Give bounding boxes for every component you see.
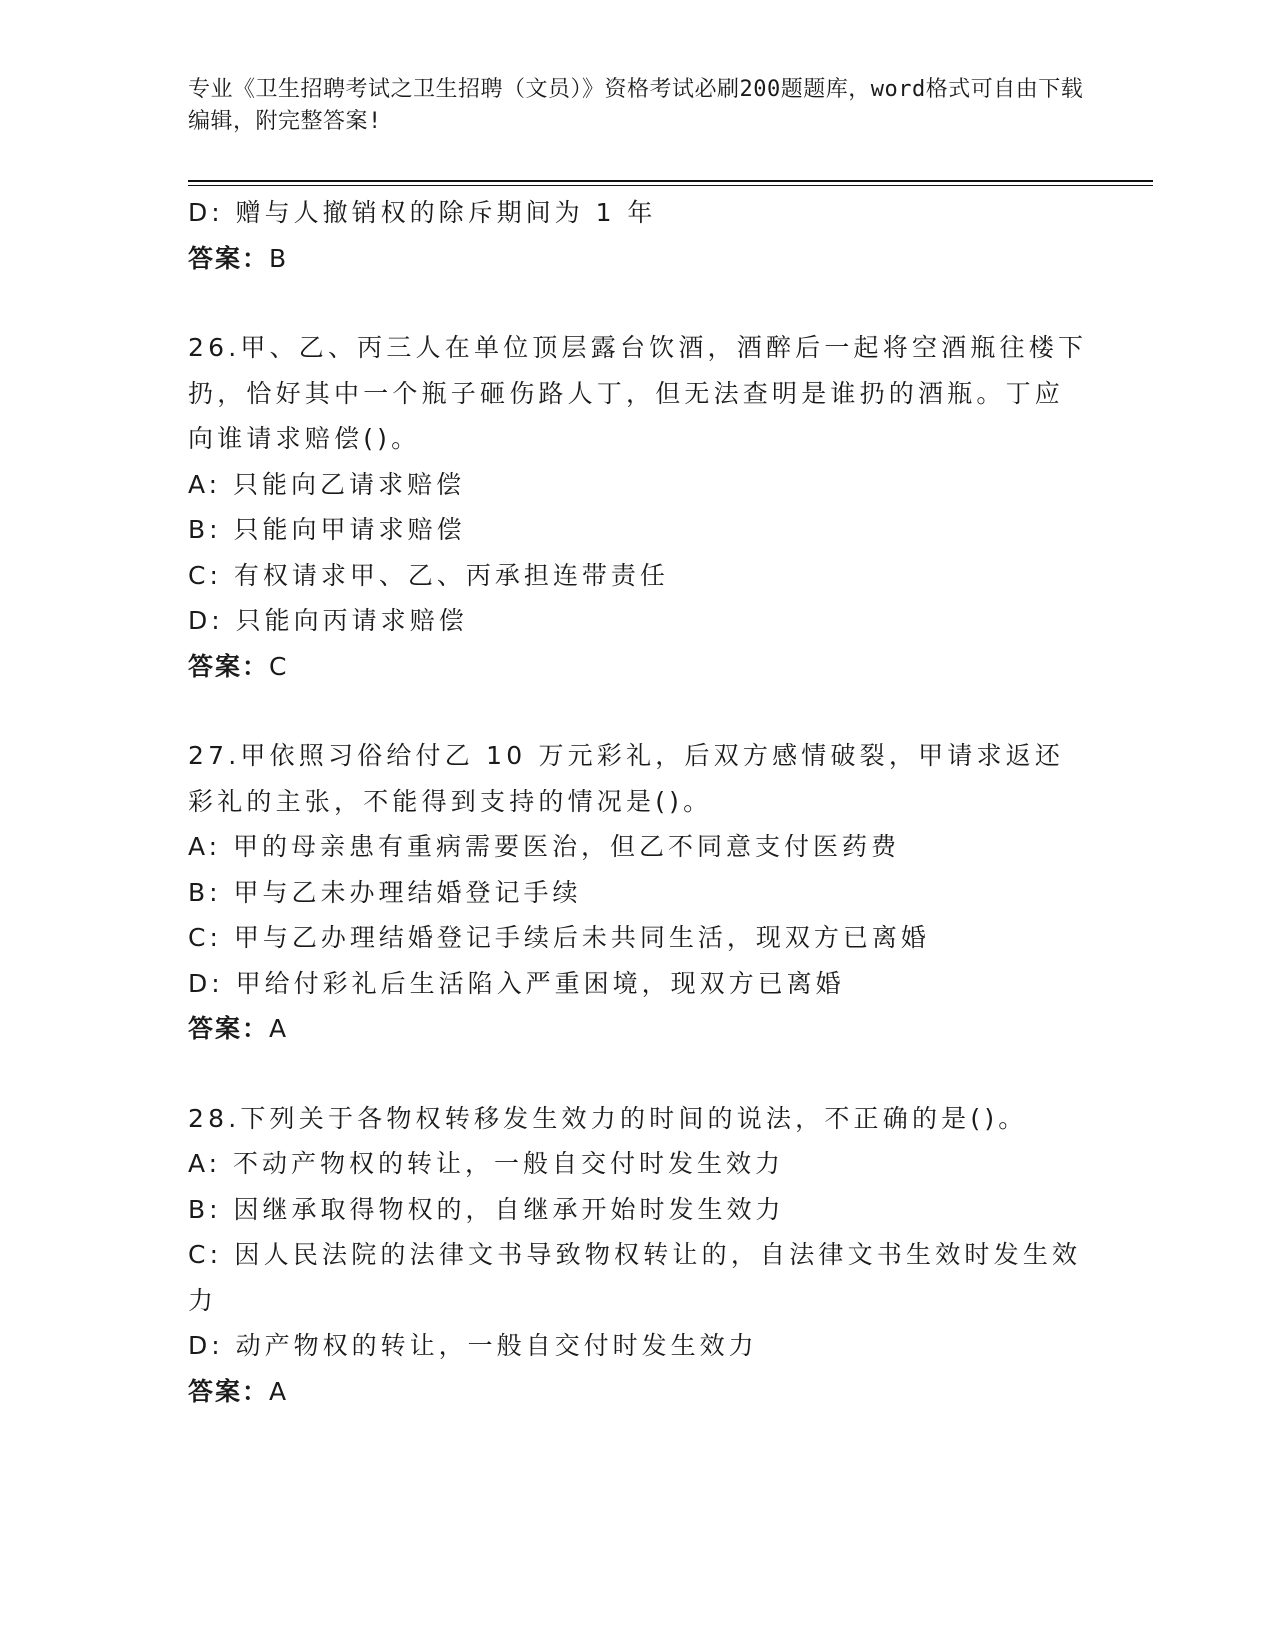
- answer-value: B: [269, 243, 289, 273]
- answer-label: 答案：: [188, 243, 270, 273]
- option-d: D: 甲给付彩礼后生活陷入严重困境，现双方已离婚: [188, 968, 845, 998]
- answer-label: 答案：: [188, 651, 270, 681]
- question-stem: 27.甲依照习俗给付乙 10 万元彩礼，后双方感情破裂，甲请求返还彩礼的主张，不能得到支持的情况是()。: [188, 741, 1065, 816]
- question-26: [188, 325, 1088, 689]
- answer-line: [188, 236, 1088, 282]
- question-28: [188, 1096, 1088, 1415]
- answer-label: 答案：: [188, 1376, 270, 1406]
- answer-value: A: [269, 1376, 289, 1406]
- option-c: C: 有权请求甲、乙、丙承担连带责任: [188, 560, 669, 590]
- answer-value: C: [269, 651, 289, 681]
- question-27: [188, 733, 1088, 1052]
- option-b: B: 甲与乙未办理结婚登记手续: [188, 877, 582, 907]
- previous-question-tail: [188, 190, 1088, 281]
- option-b: B: 只能向甲请求赔偿: [188, 515, 466, 544]
- answer-line: [188, 644, 1088, 690]
- question-stem: 28.下列关于各物权转移发生效力的时间的说法，不正确的是()。: [188, 1103, 1028, 1133]
- answer-line: [188, 1369, 1088, 1415]
- header-divider: [188, 180, 1153, 186]
- page-header: 专业《卫生招聘考试之卫生招聘（文员）》资格考试必刷200题题库，word格式可自由下载编辑，附完整答案!: [188, 77, 1084, 134]
- option-d: D: 赠与人撤销权的除斥期间为 1 年: [188, 198, 657, 227]
- answer-label: 答案：: [188, 1014, 270, 1043]
- document-body: [188, 190, 1088, 1414]
- option-a: A: 甲的母亲患有重病需要医治，但乙不同意支付医药费: [188, 832, 901, 861]
- answer-value: A: [269, 1014, 289, 1043]
- option-a: A: 不动产物权的转让，一般自交付时发生效力: [188, 1149, 785, 1178]
- answer-line: [188, 1006, 1088, 1052]
- option-d: D: 动产物权的转让，一般自交付时发生效力: [188, 1331, 758, 1360]
- option-a: A: 只能向乙请求赔偿: [188, 469, 466, 499]
- option-c: C: 甲与乙办理结婚登记手续后未共同生活，现双方已离婚: [188, 923, 930, 952]
- option-d: D: 只能向丙请求赔偿: [188, 606, 468, 635]
- option-b: B: 因继承取得物权的，自继承开始时发生效力: [188, 1194, 785, 1224]
- option-c: C: 因人民法院的法律文书导致物权转让的，自法律文书生效时发生效力: [188, 1240, 1082, 1315]
- question-stem: 26.甲、乙、丙三人在单位顶层露台饮酒，酒醉后一起将空酒瓶往楼下扔，恰好其中一个瓶子砸伤路人丁，但无法查明是谁扔的酒瓶。丁应向谁请求赔偿()。: [188, 333, 1088, 453]
